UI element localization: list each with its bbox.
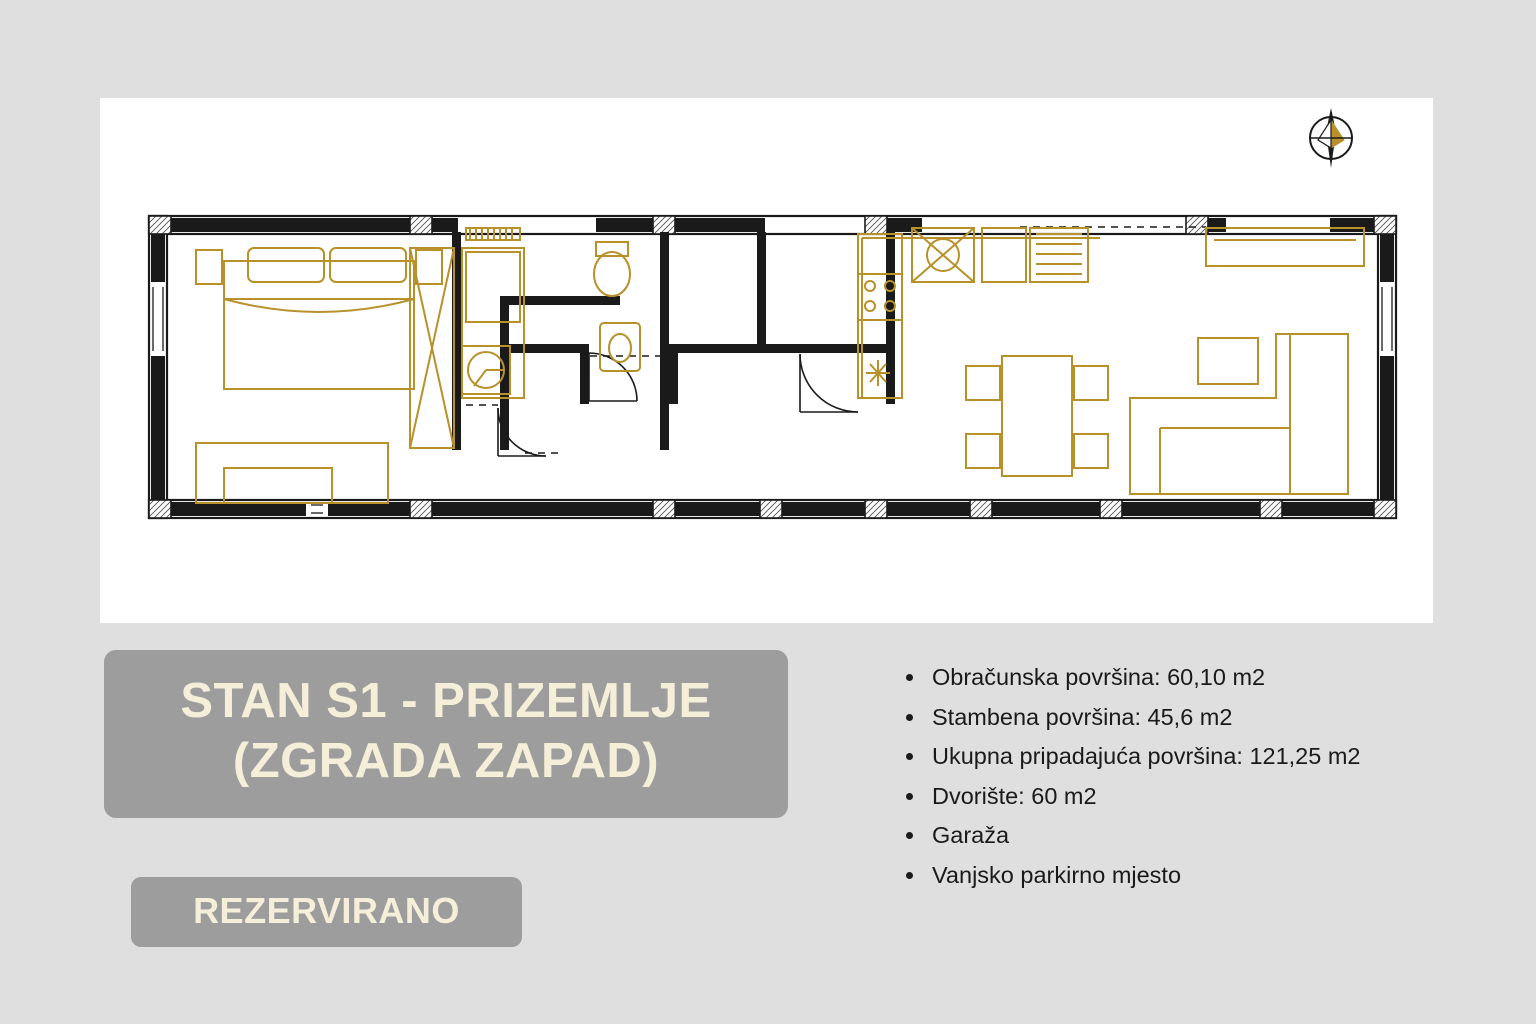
list-item: Garaža: [900, 824, 1480, 848]
list-item: Ukupna pripadajuća površina: 121,25 m2: [900, 745, 1480, 769]
floor-plan-drawing: [100, 98, 1433, 623]
list-item: Dvorište: 60 m2: [900, 785, 1480, 809]
list-item: Vanjsko parkirno mjesto: [900, 864, 1480, 888]
plan-furniture: [196, 228, 1364, 503]
apartment-title-badge: [104, 650, 788, 818]
list-item: Obračunska površina: 60,10 m2: [900, 666, 1480, 690]
status-badge: [131, 877, 522, 947]
list-item: Stambena površina: 45,6 m2: [900, 706, 1480, 730]
apartment-specs-list: [900, 666, 1480, 903]
floor-plan-panel: [100, 98, 1433, 623]
page-title-line2: (ZGRADA ZAPAD): [232, 733, 660, 788]
compass-icon: [1310, 108, 1352, 168]
status-badge-label: REZERVIRANO: [193, 890, 460, 931]
page-title-line1: STAN S1 - PRIZEMLJE: [180, 674, 712, 728]
